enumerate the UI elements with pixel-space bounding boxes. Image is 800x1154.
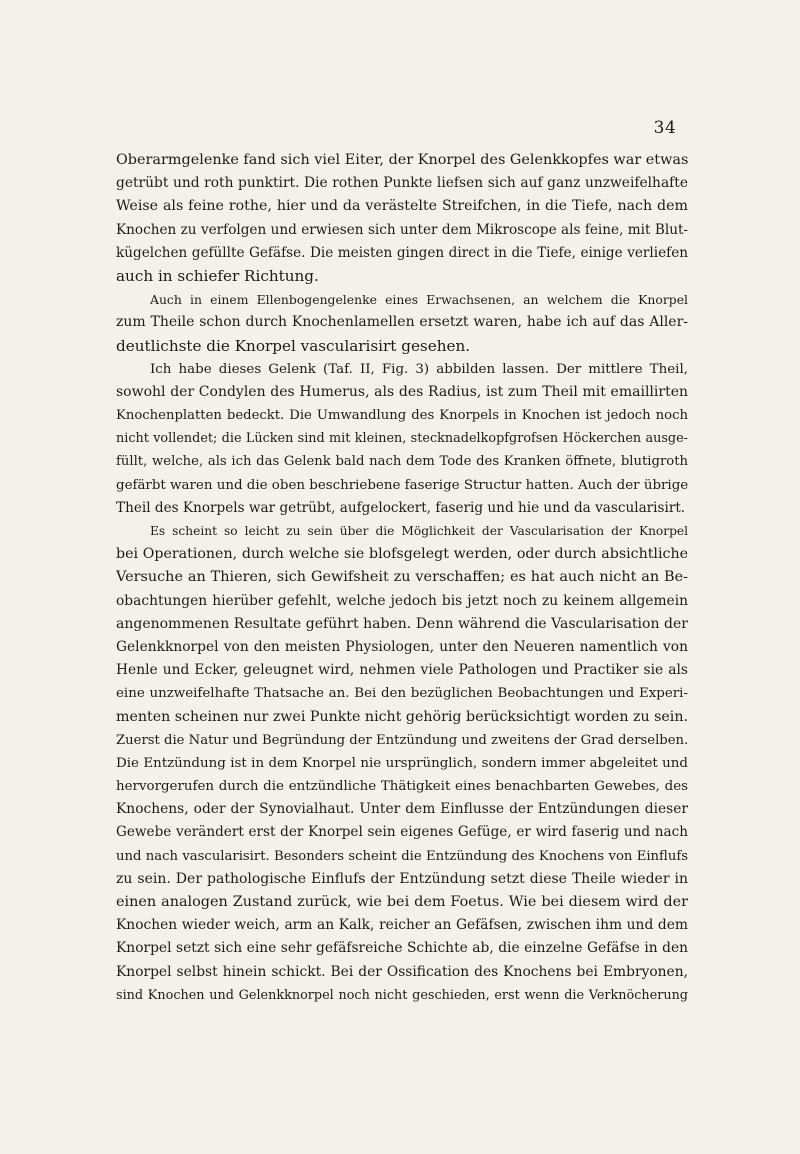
text-line: Henle und Ecker, geleugnet wird, nehmen viele Pathologen und Practiker sie als bbox=[116, 662, 688, 679]
text-line: getrübt und roth punktirt. Die rothen Punkte liefsen sich auf ganz unzweifelhafte bbox=[116, 175, 688, 192]
text-line: Knochen zu verfolgen und erwiesen sich unter dem Mikroscope als feine, mit Blut- bbox=[116, 221, 688, 238]
text-line: Gelenkknorpel von den meisten Physiologen, unter den Neueren namentlich von bbox=[116, 638, 688, 655]
text-line: Versuche an Thieren, sich Gewifsheit zu verschaffen; es hat auch nicht an Be- bbox=[116, 569, 688, 586]
text-line: und nach vascularisirt. Besonders scheint die Entzündung des Knochens von Einflufs bbox=[116, 848, 688, 864]
text-line: Knochens, oder der Synovialhaut. Unter dem Einflusse der Entzündungen dieser bbox=[116, 801, 688, 818]
text-line: sowohl der Condylen des Humerus, als des Radius, ist zum Theil mit emaillirten bbox=[116, 383, 688, 400]
text-line: auch in schiefer Richtung. bbox=[116, 266, 319, 285]
text-line: hervorgerufen durch die entzündliche Thätigkeit eines benachbarten Gewebes, des bbox=[116, 779, 688, 795]
text-line: Knochen wieder weich, arm an Kalk, reicher an Gefäfsen, zwischen ihm und dem bbox=[116, 917, 688, 934]
text-line: zum Theile schon durch Knochenlamellen ersetzt waren, habe ich auf das Aller- bbox=[116, 314, 688, 331]
text-line: Knorpel setzt sich eine sehr gefäfsreiche Schichte ab, die einzelne Gefäfse in den bbox=[116, 940, 688, 957]
text-line: Oberarmgelenke fand sich viel Eiter, der Knorpel des Gelenkkopfes war etwas bbox=[116, 152, 688, 168]
text-line: Theil des Knorpels war getrübt, aufgelockert, faserig und hie und da vascularisirt. bbox=[116, 499, 686, 516]
text-line: kügelchen gefüllte Gefäfse. Die meisten gingen direct in die Tiefe, einige verliefen bbox=[116, 244, 688, 261]
text-line: Es scheint so leicht zu sein über die Möglichkeit der Vascularisation der Knorpel bbox=[150, 524, 688, 538]
text-line: Ich habe dieses Gelenk (Taf. II, Fig. 3) abbilden lassen. Der mittlere Theil, bbox=[150, 361, 688, 377]
text-line: deutlichste die Knorpel vascularisirt gesehen. bbox=[116, 336, 471, 355]
text-line: obachtungen hierüber gefehlt, welche jedoch bis jetzt noch zu keinem allgemein bbox=[116, 592, 688, 609]
text-line: Gewebe verändert erst der Knorpel sein eigenes Gefüge, er wird faserig und nach bbox=[116, 824, 688, 841]
text-line: Knochenplatten bedeckt. Die Umwandlung des Knorpels in Knochen ist jedoch noch bbox=[116, 408, 688, 424]
text-line: zu sein. Der pathologische Einflufs der Entzündung setzt diese Theile wieder in bbox=[116, 870, 688, 887]
text-line: nicht vollendet; die Lücken sind mit kleinen, stecknadelkopfgrofsen Höckerchen ausge- bbox=[116, 431, 688, 447]
body-text bbox=[116, 149, 688, 1007]
text-line: angenommenen Resultate geführt haben. Denn während die Vascularisation der bbox=[116, 615, 688, 632]
page-number: 34 bbox=[653, 118, 677, 138]
text-line: Knorpel selbst hinein schickt. Bei der Ossification des Knochens bei Embryonen, bbox=[116, 963, 688, 980]
text-line: einen analogen Zustand zurück, wie bei dem Foetus. Wie bei diesem wird der bbox=[116, 894, 688, 910]
text-line: sind Knochen und Gelenkknorpel noch nicht geschieden, erst wenn die Verknöcherung bbox=[116, 987, 688, 1003]
text-line: menten scheinen nur zwei Punkte nicht gehörig berücksichtigt worden zu sein. bbox=[116, 708, 688, 725]
text-line: Auch in einem Ellenbogengelenke eines Erwachsenen, an welchem die Knorpel bbox=[150, 292, 688, 308]
text-line: Die Entzündung ist in dem Knorpel nie ursprünglich, sondern immer abgeleitet und bbox=[116, 755, 688, 771]
text-line: eine unzweifelhafte Thatsache an. Bei den bezüglichen Beobachtungen und Experi- bbox=[116, 686, 688, 702]
text-line: gefärbt waren und die oben beschriebene faserige Structur hatten. Auch der übrige bbox=[116, 477, 688, 493]
text-line: Weise als feine rothe, hier und da verästelte Streifchen, in die Tiefe, nach dem bbox=[116, 198, 688, 215]
text-line: Zuerst die Natur und Begründung der Entzündung und zweitens der Grad derselben. bbox=[116, 732, 688, 748]
text-line: bei Operationen, durch welche sie blofsgelegt werden, oder durch absichtliche bbox=[116, 546, 688, 563]
text-line: füllt, welche, als ich das Gelenk bald nach dem Tode des Kranken öffnete, blutigroth bbox=[116, 454, 688, 470]
